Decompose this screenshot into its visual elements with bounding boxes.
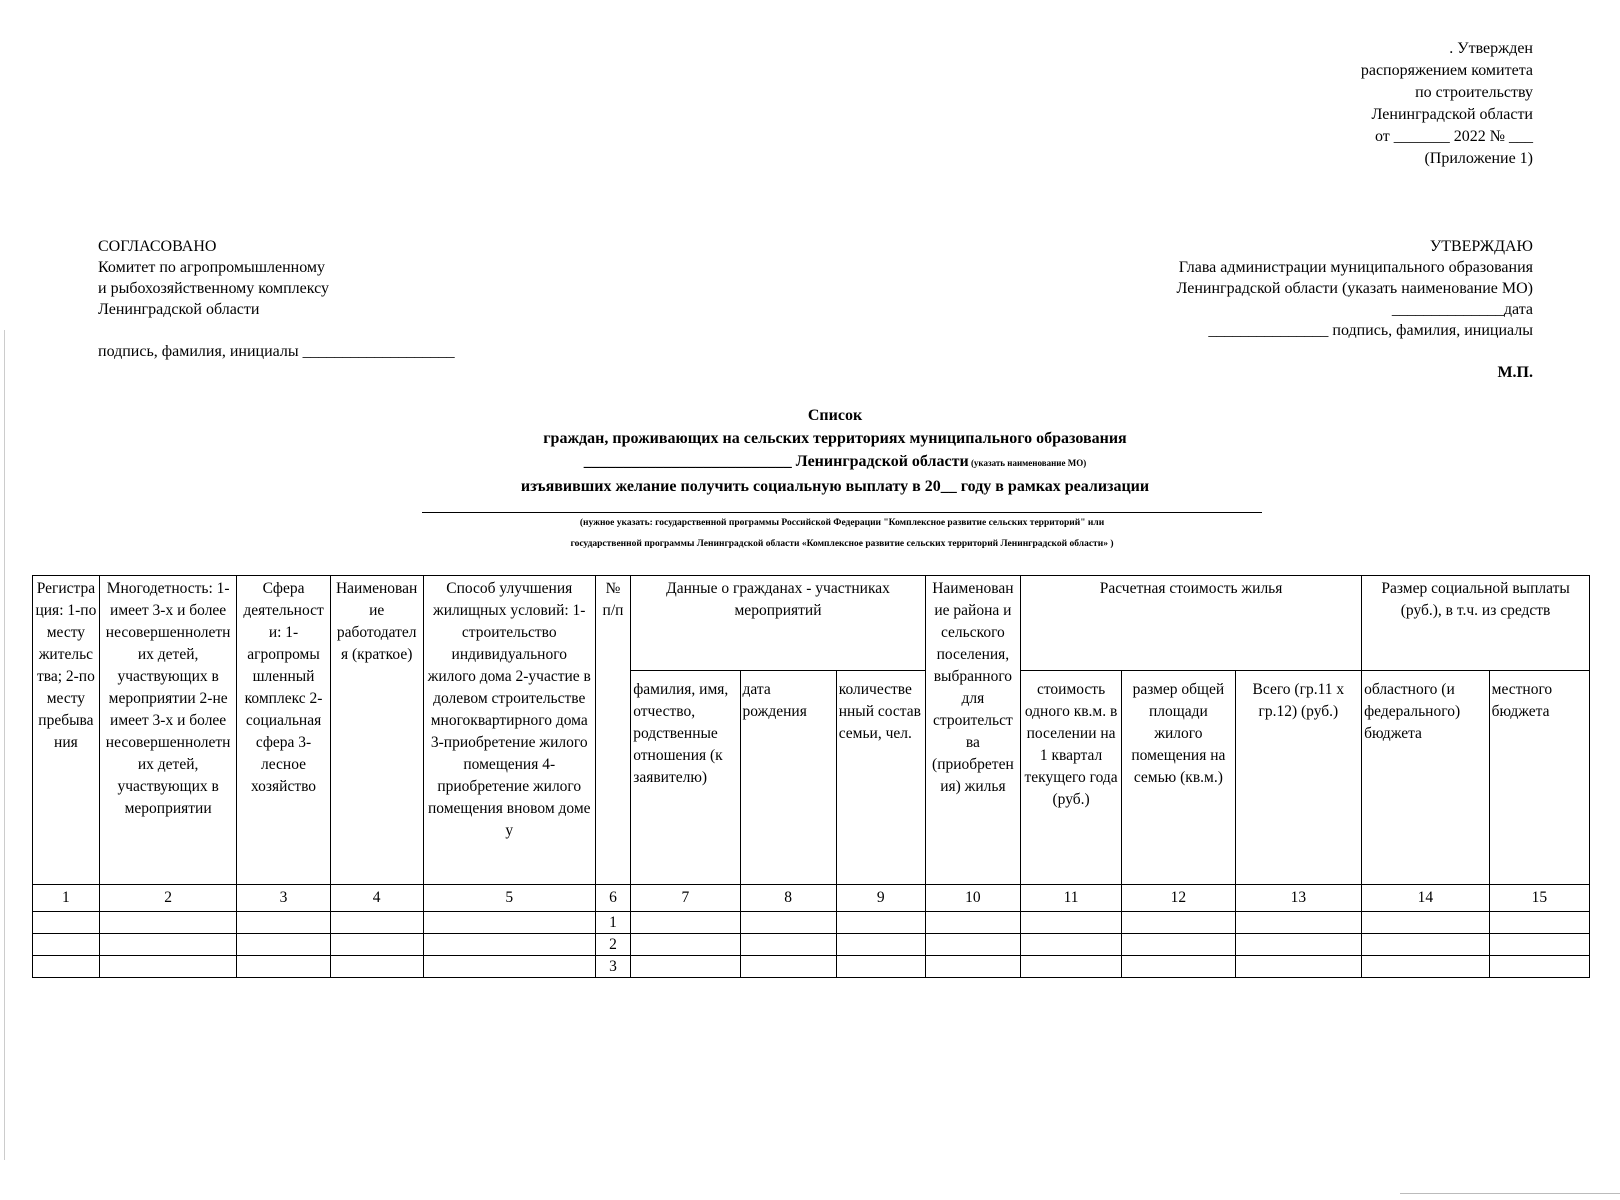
approval-line: . Утвержден <box>1449 40 1533 57</box>
column-number: 11 <box>1020 885 1121 912</box>
agreed-line: и рыбохозяйственному комплексу <box>98 280 329 297</box>
row-number: 3 <box>595 956 630 978</box>
program-fill-line <box>422 512 1262 513</box>
agreed-block <box>98 236 478 362</box>
header-local-budget: местного бюджета <box>1489 671 1589 885</box>
approve-signature: _______________ подпись, фамилия, инициалы <box>1208 322 1533 339</box>
title-line-3 <box>440 450 1230 475</box>
agreed-signature: подпись, фамилия, инициалы ___________________ <box>98 343 455 360</box>
header-registration: Регистра ция: 1-по месту жительс тва; 2-по месту пребыва ния <box>33 576 100 885</box>
program-note-1: (нужное указать: государственной программы Российской Федерации "Комплексное развитие сельских территорий" или <box>579 518 1105 528</box>
table-row <box>33 912 1590 934</box>
header-sqm-cost: стоимость одного кв.м. в поселении на 1 квартал текущего года (руб.) <box>1020 671 1121 885</box>
header-large-family: Многодетность: 1-имеет 3-х и более несовершеннолетн их детей, участвующих в мероприятии 2-не имеет 3-х и более несовершеннолетн их детей, участвующих в мероприятии <box>99 576 237 885</box>
table-row <box>33 956 1590 978</box>
approve-line: Ленинградской области (указать наименование МО) <box>1176 280 1533 297</box>
header-citizens-group: Данные о гражданах - участниках мероприятий <box>631 576 926 671</box>
header-full-name: фамилия, имя, отчество, родственные отношения (к заявителю) <box>631 671 740 885</box>
approve-line: Глава администрации муниципального образования <box>1178 259 1533 276</box>
agreed-line: Комитет по агропромышленному <box>98 259 326 276</box>
header-area: размер общей площади жилого помещения на семью (кв.м.) <box>1122 671 1235 885</box>
header-district: Наименован ие района и сельского поселения, выбранного для строительст ва (приобретен ия) жилья <box>925 576 1020 885</box>
approval-line: по строительству <box>1415 84 1533 101</box>
approve-date: ______________дата <box>1391 301 1533 318</box>
scan-bottom-line <box>1400 1193 1620 1194</box>
header-row-number: № п/п <box>595 576 630 885</box>
column-number: 3 <box>237 885 330 912</box>
title-line-2: граждан, проживающих на сельских территориях муниципального образования <box>543 430 1127 447</box>
column-number: 15 <box>1489 885 1589 912</box>
header-family-size: количестве нный состав семьи, чел. <box>836 671 925 885</box>
row-number: 2 <box>595 934 630 956</box>
agreed-line: Ленинградской области <box>98 301 260 318</box>
header-improvement-method: Способ улучшения жилищных условий: 1-строительство индивидуального жилого дома 2-участие в долевом строительстве многоквартирного дома 3-приобретение жилого помещения 4-приобретение жилого помещения вновом доме у <box>423 576 595 885</box>
title-line-1: Список <box>807 407 863 424</box>
column-number: 10 <box>925 885 1020 912</box>
column-number: 13 <box>1235 885 1362 912</box>
title-municipality: __________________________ Ленинградской области <box>583 453 969 470</box>
header-payment-group: Размер социальной выплаты (руб.), в т.ч. из средств <box>1362 576 1590 671</box>
approve-block <box>1033 236 1533 383</box>
table-row <box>33 934 1590 956</box>
column-number-row <box>33 885 1590 912</box>
program-note-2: государственной программы Ленинградской области «Комплексное развитие сельских территорий Ленинградской области» ) <box>570 539 1114 549</box>
column-number: 14 <box>1362 885 1490 912</box>
approval-line: Ленинградской области <box>1371 106 1533 123</box>
agreed-heading: СОГЛАСОВАНО <box>98 238 217 255</box>
citizens-table <box>32 575 1590 978</box>
approve-heading: УТВЕРЖДАЮ <box>1429 238 1533 255</box>
column-number: 1 <box>33 885 100 912</box>
approval-line: распоряжением комитета <box>1360 62 1533 79</box>
header-activity-sphere: Сфера деятельност и: 1- агропромы шленный комплекс 2- социальная сфера 3-лесное хозяйство <box>237 576 330 885</box>
document-title <box>440 404 1230 498</box>
column-number: 9 <box>836 885 925 912</box>
header-birth-date: дата рождения <box>740 671 836 885</box>
header-housing-cost-group: Расчетная стоимость жилья <box>1020 576 1361 671</box>
approval-line: от _______ 2022 № ___ <box>1374 128 1533 145</box>
title-line-4: изъявивших желание получить социальную выплату в 20__ году в рамках реализации <box>520 478 1150 495</box>
column-number: 2 <box>99 885 237 912</box>
row-number: 1 <box>595 912 630 934</box>
header-employer: Наименован ие работодател я (краткое) <box>330 576 423 885</box>
title-municipality-hint: (указать наименование МО) <box>968 458 1087 468</box>
column-number: 5 <box>423 885 595 912</box>
header-total: Всего (гр.11 x гр.12) (руб.) <box>1235 671 1362 885</box>
column-number: 6 <box>595 885 630 912</box>
column-number: 4 <box>330 885 423 912</box>
header-regional-budget: областного (и федерального) бюджета <box>1362 671 1490 885</box>
stamp-place: М.П. <box>1497 364 1533 381</box>
approval-line: (Приложение 1) <box>1424 150 1533 167</box>
column-number: 7 <box>631 885 740 912</box>
approval-stamp-top <box>1273 38 1533 170</box>
scan-edge-line <box>4 330 5 1160</box>
column-number: 8 <box>740 885 836 912</box>
column-number: 12 <box>1122 885 1235 912</box>
